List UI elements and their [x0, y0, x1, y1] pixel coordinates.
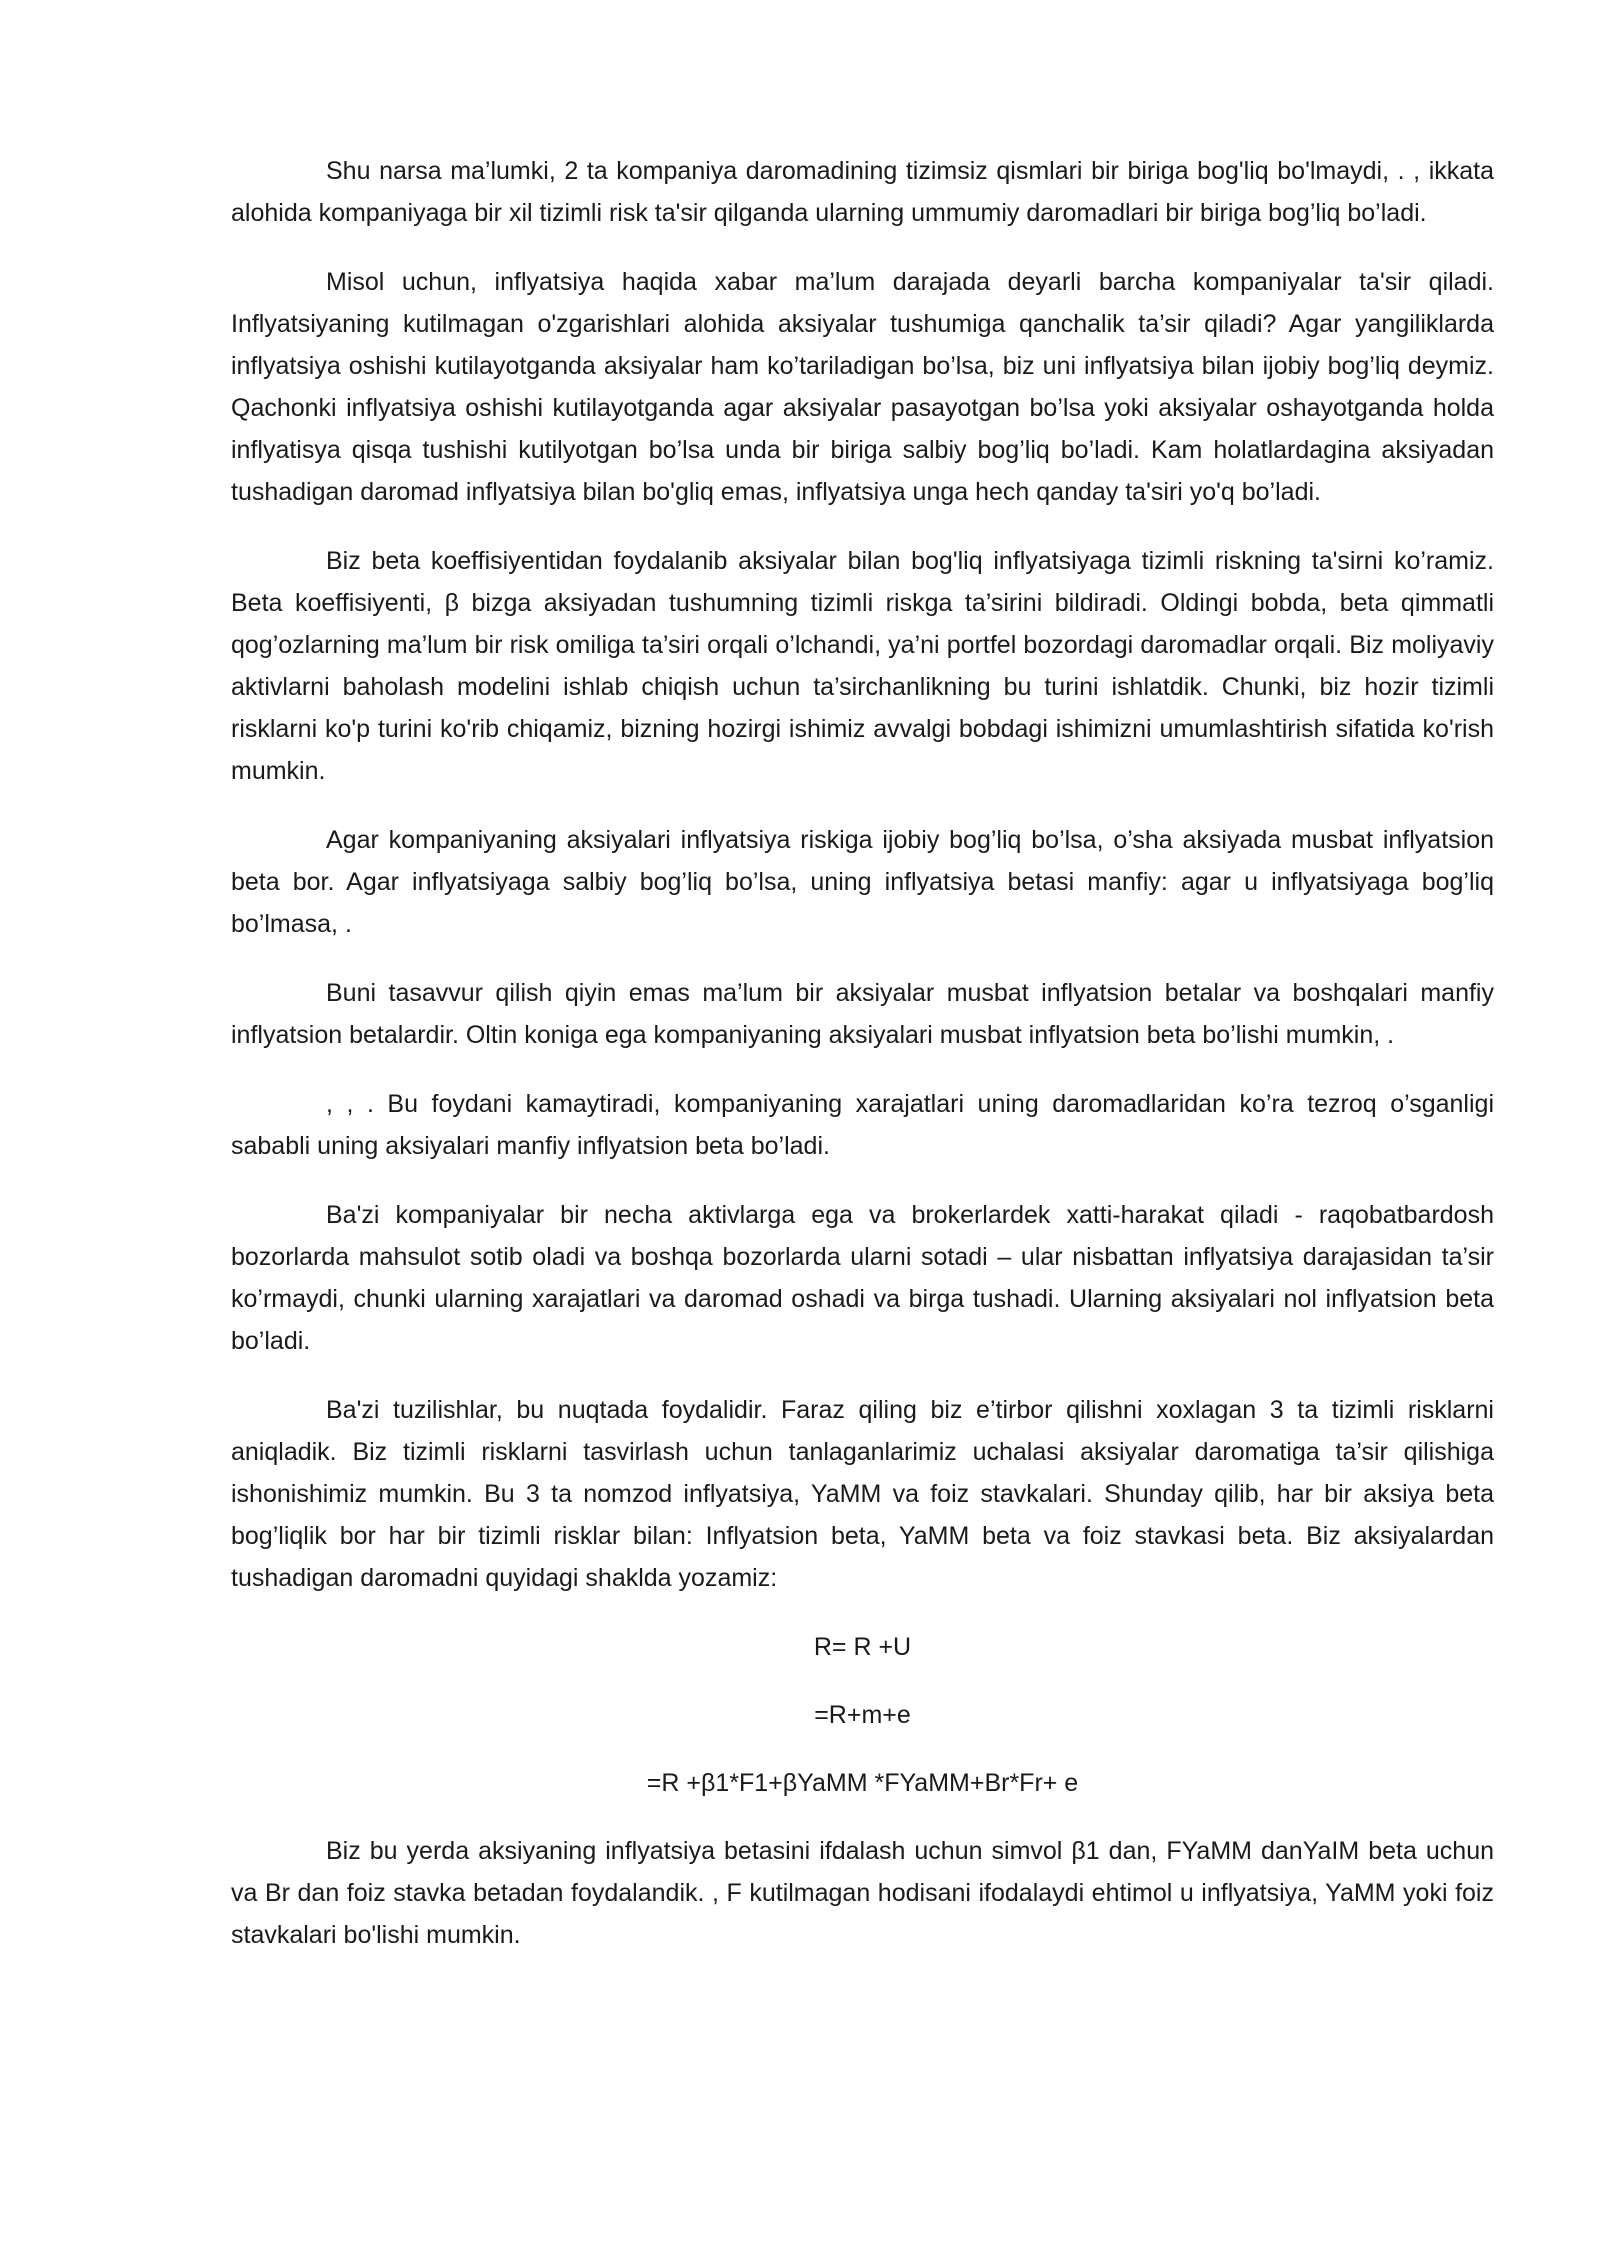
paragraph-5: Buni tasavvur qilish qiyin emas ma’lum bir aksiyalar musbat inflyatsion betalar va boshqalari manfiy inflyatsion betalardir. Oltin koniga ega kompaniyaning aksiyalari musbat inflyatsion beta bo’lishi mumkin, .: [231, 979, 1494, 1049]
formula-block: [231, 1626, 1494, 1804]
closing-paragraph: Biz bu yerda aksiyaning inflyatsiya betasini ifdalash uchun simvol β1 dan, FYaMM danYaIM beta uchun va Br dan foiz stavka betadan foydalandik. , F kutilmagan hodisani ifodalaydi ehtimol u inflyatsiya, YaMM yoki foiz stavkalari bo'lishi mumkin.: [231, 1837, 1494, 1949]
paragraph-2: Misol uchun, inflyatsiya haqida xabar ma’lum darajada deyarli barcha kompaniyalar ta'sir qiladi. Inflyatsiyaning kutilmagan o'zgarishlari alohida aksiyalar tushumiga qanchalik ta’sir qiladi? Agar yangiliklarda inflyatsiya oshishi kutilayotganda aksiyalar ham ko’tariladigan bo’lsa, biz uni inflyatsiya bilan ijobiy bog’liq deymiz. Qachonki inflyatsiya oshishi kutilayotganda agar aksiyalar pasayotgan bo’lsa yoki aksiyalar oshayotganda holda inflyatisya qisqa tushishi kutilyotgan bo’lsa unda bir biriga salbiy bog’liq bo’ladi. Kam holatlardagina aksiyadan tushadigan daromad inflyatsiya bilan bo'gliq emas, inflyatsiya unga hech qanday ta'siri yo'q bo’ladi.: [231, 268, 1494, 506]
formula-3: =R +β1*F1+βYaMM *FYaMM+Br*Fr+ e: [646, 1769, 1079, 1797]
formula-2: =R+m+e: [814, 1701, 911, 1729]
paragraph-3: Biz beta koeffisiyentidan foydalanib aksiyalar bilan bog'liq inflyatsiyaga tizimli riskning ta'sirni ko’ramiz. Beta koeffisiyenti, β bizga aksiyadan tushumning tizimli riskga ta’sirini bildiradi. Oldingi bobda, beta qimmatli qog’ozlarning ma’lum bir risk omiliga ta’siri orqali o’lchandi, ya’ni portfel bozordagi daromadlar orqali. Biz moliyaviy aktivlarni baholash modelini ishlab chiqish uchun ta’sirchanlikning bu turini ishlatdik. Chunki, biz hozir tizimli risklarni ko'p turini ko'rib chiqamiz, bizning hozirgi ishimiz avvalgi bobdagi ishimizni umumlashtirish sifatida ko'rish mumkin.: [231, 547, 1494, 785]
paragraph-1: Shu narsa ma’lumki, 2 ta kompaniya daromadining tizimsiz qismlari bir biriga bog'liq bo'lmaydi, . , ikkata alohida kompaniyaga bir xil tizimli risk ta'sir qilganda ularning ummumiy daromadlari bir biriga bog’liq bo’ladi.: [231, 157, 1494, 227]
formula-1: R= R +U: [813, 1633, 912, 1661]
paragraph-7: Ba'zi kompaniyalar bir necha aktivlarga ega va brokerlardek xatti-harakat qiladi - raqobatbardosh bozorlarda mahsulot sotib oladi va boshqa bozorlarda ularni sotadi – ular nisbattan inflyatsiya darajasidan ta’sir ko’rmaydi, chunki ularning xarajatlari va daromad oshadi va birga tushadi. Ularning aksiyalari nol inflyatsion beta bo’ladi.: [231, 1201, 1494, 1355]
document-body: [231, 150, 1494, 1983]
paragraph-4: Agar kompaniyaning aksiyalari inflyatsiya riskiga ijobiy bog’liq bo’lsa, o’sha aksiyada musbat inflyatsion beta bor. Agar inflyatsiyaga salbiy bog’liq bo’lsa, uning inflyatsiya betasi manfiy: agar u inflyatsiyaga bog’liq bo’lmasa, .: [231, 826, 1494, 938]
paragraph-6: , , . Bu foydani kamaytiradi, kompaniyaning xarajatlari uning daromadlaridan ko’ra tezroq o’sganligi sababli uning aksiyalari manfiy inflyatsion beta bo’ladi.: [231, 1090, 1494, 1160]
paragraph-8: Ba'zi tuzilishlar, bu nuqtada foydalidir. Faraz qiling biz e’tirbor qilishni xoxlagan 3 ta tizimli risklarni aniqladik. Biz tizimli risklarni tasvirlash uchun tanlaganlarimiz uchalasi aksiyalar daromatiga ta’sir qilishiga ishonishimiz mumkin. Bu 3 ta nomzod inflyatsiya, YaMM va foiz stavkalari. Shunday qilib, har bir aksiya beta bog’liqlik bor har bir tizimli risklar bilan: Inflyatsion beta, YaMM beta va foiz stavkasi beta. Biz aksiyalardan tushadigan daromadni quyidagi shaklda yozamiz:: [231, 1396, 1494, 1592]
